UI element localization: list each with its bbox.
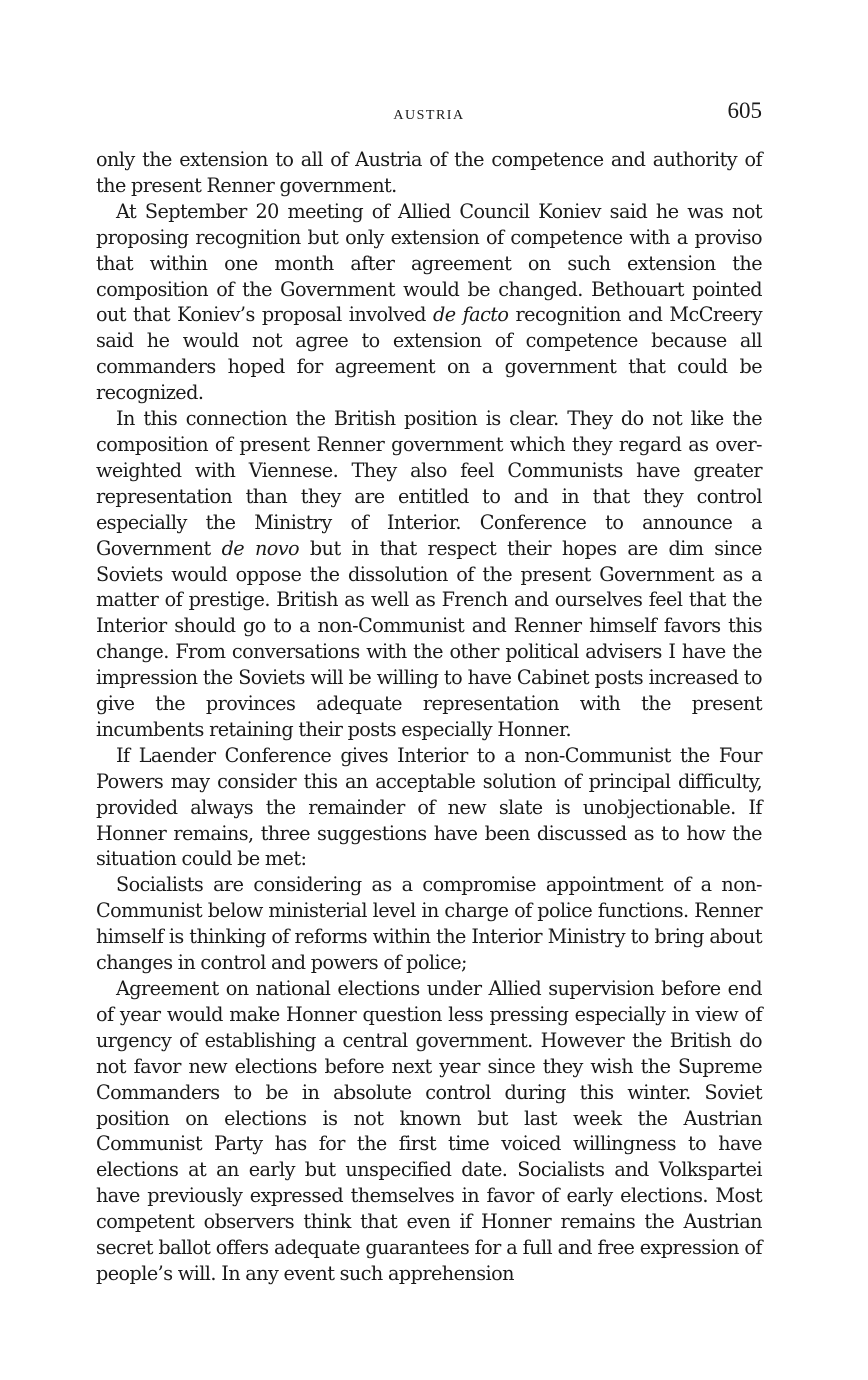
paragraph-3-text-a: In this connection the British position is clear. They do not like the composition of present Renner government which they regard as over-weighted with Viennese. They also feel Communists have greater representation than they are entitled to and in that they control especially the Ministry of Interior. Conference to announce a Government	[96, 407, 762, 560]
paragraph-2	[96, 199, 762, 406]
paragraph-4-text: If Laender Conference gives Interior to a non-Communist the Four Powers may consider this an acceptable solution of principal difficulty, provided always the remainder of new slate is unobjectionable. If Honner remains, three suggestions have been discussed as to how the situation could be met:	[96, 743, 762, 871]
page-number: 605	[727, 98, 762, 123]
paragraph-4	[96, 743, 762, 873]
running-head	[96, 98, 762, 132]
paragraph-1	[96, 147, 762, 199]
paragraph-3	[96, 406, 762, 743]
paragraph-6-text: Agreement on national elections under Allied supervision before end of year would make Honner question less pressing especially in view of urgency of establishing a central government. However the British do not favor new elections before next year since they wish the Supreme Commanders to be in absolute control during this winter. Soviet position on elections is not known but last week the Austrian Communist Party has for the first time voiced willingness to have elections at an early but unspecified date. Socialists and Volkspartei have previously expressed themselves in favor of early elections. Most competent observers think that even if Honner remains the Austrian secret ballot offers adequate guarantees for a full and free expression of people’s will. In any event such apprehension	[96, 977, 762, 1285]
paragraph-5	[96, 872, 762, 976]
document-page	[96, 98, 762, 1287]
paragraph-2-text-a: At September 20 meeting of Allied Council Koniev said he was not proposing recognition but only extension of competence with a proviso that within one month after agreement on such extension the composition of the Government would be changed. Bethouart pointed out that Koniev’s proposal involved	[96, 199, 762, 327]
paragraph-1-text: only the extension to all of Austria of the competence and authority of the present Renner government.	[96, 148, 762, 197]
paragraph-3-text-b: but in that respect their hopes are dim since Soviets would oppose the dissolution of the present Government as a matter of prestige. British as well as French and ourselves feel that the Interior should go to a non-Communist and Renner himself favors this change. From conversations with the other political advisers I have the impression the Soviets will be willing to have Cabinet posts increased to give the provinces adequate representation with the present incumbents retaining their posts especially Honner.	[96, 536, 762, 741]
paragraph-6	[96, 976, 762, 1287]
paragraph-5-text: Socialists are considering as a compromise appointment of a non-Communist below ministerial level in charge of police functions. Renner himself is thinking of reforms within the Interior Ministry to bring about changes in control and powers of police;	[96, 873, 762, 975]
body-text	[96, 147, 762, 1287]
paragraph-2-text-b: recognition and McCreery said he would not agree to extension of competence because all commanders hoped for agreement on a government that could be recognized.	[96, 303, 763, 405]
italic-term-de-facto: de facto	[433, 303, 509, 327]
italic-term-de-novo: de novo	[221, 536, 300, 560]
running-title: AUSTRIA	[393, 108, 465, 123]
